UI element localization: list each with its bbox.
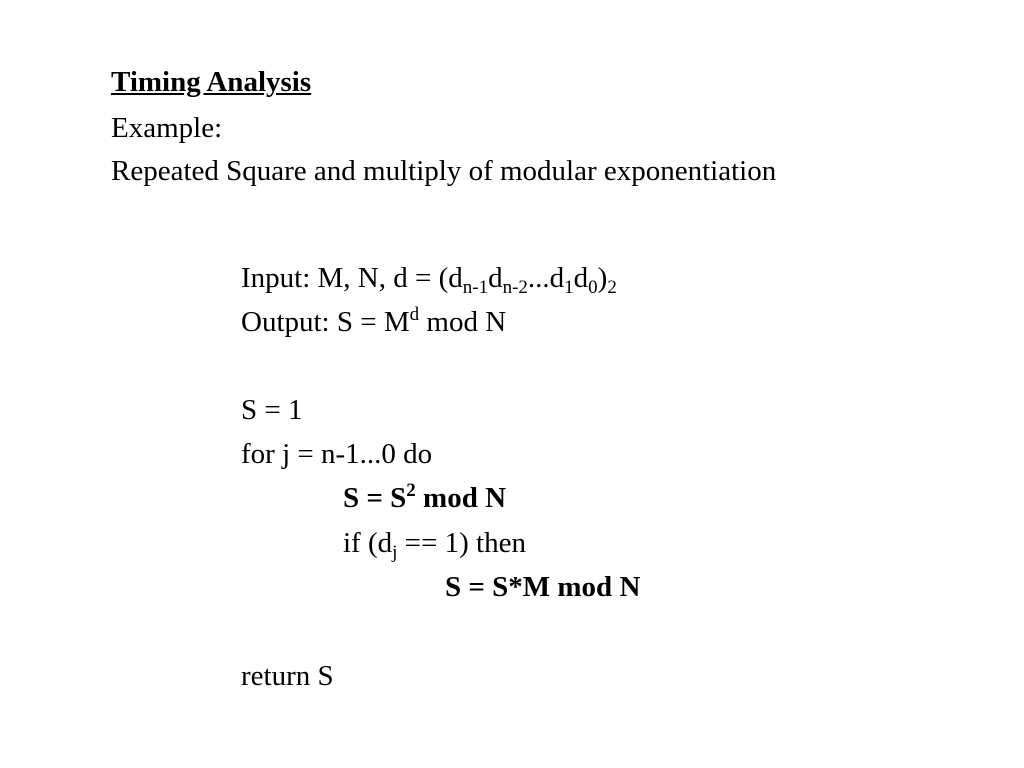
input-dots: ...d <box>527 262 565 294</box>
output-suffix: mod N <box>419 306 507 338</box>
condition-line <box>343 527 526 563</box>
condition-prefix: if (d <box>343 527 393 559</box>
input-sub-1: 1 <box>564 277 574 298</box>
output-prefix: Output: S = M <box>241 306 410 338</box>
input-close: ) <box>597 262 608 294</box>
square-suffix: mod N <box>415 482 507 514</box>
output-line <box>241 304 507 338</box>
loop-line: for j = n-1...0 do <box>241 438 433 470</box>
condition-sub-j: j <box>392 542 398 563</box>
slide-subtitle: Repeated Square and multiply of modular exponentiation <box>111 155 777 187</box>
input-d0: d <box>573 262 589 294</box>
square-line <box>343 480 507 514</box>
slide-title: Timing Analysis <box>111 66 312 98</box>
input-line <box>241 262 617 298</box>
input-sub-0: 0 <box>588 277 598 298</box>
input-sub-n1: n-1 <box>462 277 489 298</box>
multiply-line: S = S*M mod N <box>445 571 641 603</box>
square-prefix: S = S <box>343 482 407 514</box>
input-d2: d <box>488 262 503 294</box>
output-sup-d: d <box>409 304 420 325</box>
init-line: S = 1 <box>241 394 303 426</box>
example-label: Example: <box>111 112 223 144</box>
square-sup-2: 2 <box>406 480 416 501</box>
input-sub-n2: n-2 <box>502 277 528 298</box>
input-prefix: Input: M, N, d = (d <box>241 262 463 294</box>
input-sub-base: 2 <box>607 277 617 298</box>
return-line: return S <box>241 660 334 692</box>
condition-suffix: == 1) then <box>397 527 526 559</box>
